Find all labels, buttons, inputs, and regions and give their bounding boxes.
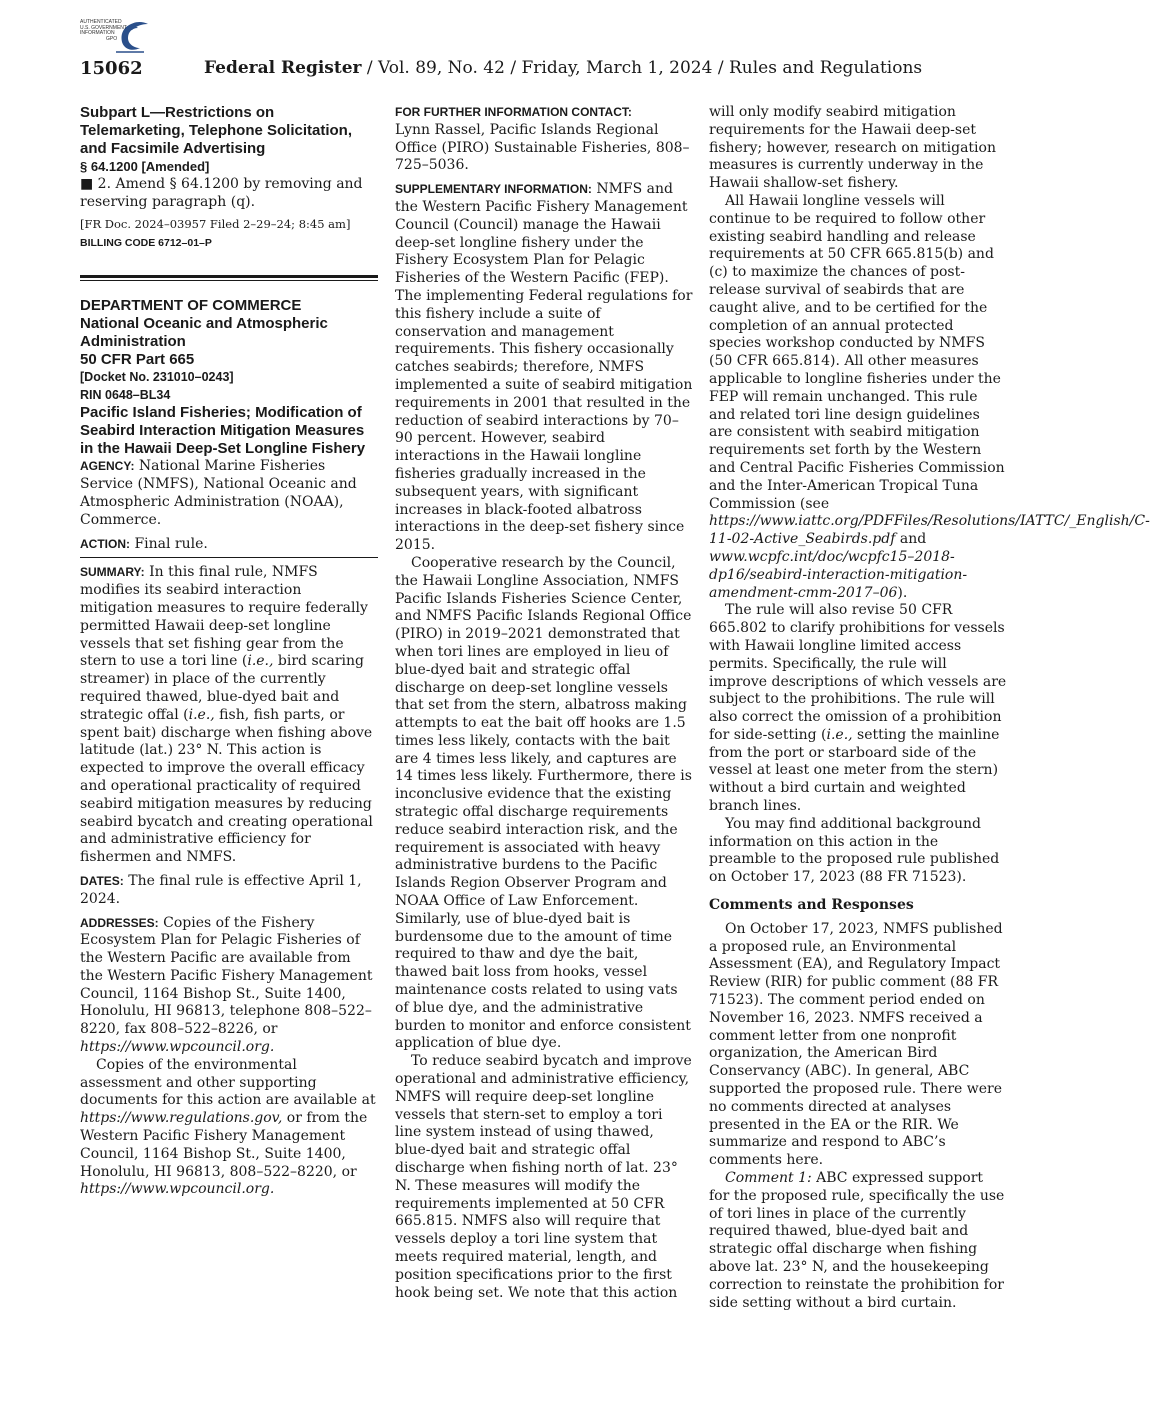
action-paragraph [80, 536, 378, 554]
body-paragraph-7: You may find additional background information on this action in the preamble to the proposed rule published on October 17, 2023 (88 FR 71523). [709, 815, 1000, 886]
divider-summary [80, 557, 378, 558]
column-3 [709, 104, 1150, 1312]
issue-info: / Vol. 89, No. 42 / Friday, March 1, 2024 / Rules and Regulations [361, 58, 923, 78]
body-paragraph-5 [709, 192, 1150, 602]
body-paragraph-6 [709, 602, 1007, 816]
agency-label: AGENCY: [80, 459, 135, 474]
action-text: Final rule. [130, 535, 208, 552]
subpart-heading: Subpart L—Restrictions on Telemarketing, Telephone Solicitation, and Facsimile Advertising [80, 104, 352, 157]
summary-label: SUMMARY: [80, 565, 145, 580]
wpcouncil-link-2[interactable]: https://www.wpcouncil.org. [80, 1181, 275, 1198]
billing-code: BILLING CODE 6712–01–P [80, 237, 212, 250]
body-text-5-and: and [895, 531, 927, 548]
body-paragraph-3: To reduce seabird bycatch and improve operational and administrative efficiency, NMFS will require deep-set longline vessels that stern-set to employ a tori line system instead of using thawed, blue-dyed bait and strategic offal discharge when fishing north of lat. 23° N. These measures will modify the requirements implemented at 50 CFR 665.815. NMFS also will require that vessels deploy a tori line system that meets required material, length, and position specifications prior to the first hook being set. We note that this action [395, 1053, 692, 1301]
regulations-gov-link[interactable]: https://www.regulations.gov, [80, 1110, 283, 1127]
comment-1-label: Comment 1: [725, 1170, 812, 1187]
contact-label: FOR FURTHER INFORMATION CONTACT: [395, 105, 632, 119]
body-paragraph-2: Cooperative research by the Council, the Hawaii Longline Association, NMFS Pacific Islands Fisheries Science Center, and NMFS Pacific Islands Regional Office (PIRO) in 2019–2021 demonstrated that when tori lines are employed in lieu of blue-dyed bait and strategic offal discharge on deep-set longline vessels that set from the stern, albatross making attempts to eat the bait off hooks are 1.5 times less likely, contacts with the bait are 4 times less likely, and captures are 14 times less likely. Furthermore, there is inconclusive evidence that the existing strategic offal discharge requirements reduce seabird interaction risk, and the requirement is associated with heavy administrative burdens to the Pacific Islands Region Observer Program and NOAA Office of Law Enforcement. Similarly, use of blue-dyed bait is burdensome due to the amount of time required to thaw and dye the bait, thawed bait loss from hooks, vessel maintenance costs related to using vats of blue dye, and the administrative burden to monitor and enforce consistent application of blue dye. [395, 554, 692, 1052]
body-text-5a: All Hawaii longline vessels will continue to be required to follow other existing seabird handling and release requirements at 50 CFR 665.815(b) and (c) to maximize the chances of post-release survival of seabirds that are caught alive, and to be certified for the completion of an annual protected species workshop conducted by NMFS (50 CFR 665.814). All other measures applicable to longline fisheries under the FEP will remain unchanged. This rule and related tori line design guidelines are consistent with seabird mitigation requirements set forth by the Western and Central Pacific Fisheries Commission and the Inter-American Tropical Tuna Commission (see [709, 192, 1005, 512]
addresses-text-a: Copies of the Fishery Ecosystem Plan for Pelagic Fisheries of the Western Pacific are available from the Western Pacific Fishery Management Council, 1164 Bishop St., Suite 1400, Honolulu, HI 96813, telephone 808–522–8220, fax 808–522–8226, or [80, 914, 373, 1038]
addresses-text-b: Copies of the environmental assessment and other supporting documents for this action are available at [80, 1056, 376, 1109]
comment-1-text: ABC expressed support for the proposed rule, specifically the use of tori lines in place of the currently required thawed, blue-dyed bait and strategic offal discharge when fishing above lat. 23° N, and the housekeeping correction to reinstate the prohibition for side setting without a bird curtain. [709, 1170, 1005, 1311]
page-number: 15062 [80, 58, 143, 79]
page-header [80, 58, 1010, 88]
department-name: DEPARTMENT OF COMMERCE [80, 297, 302, 315]
dates-label: DATES: [80, 873, 124, 888]
body-paragraph-4: will only modify seabird mitigation requirements for the Hawaii deep-set fishery; however, research on mitigation measures is currently underway in the Hawaii shallow-set fishery. [709, 104, 996, 192]
journal-name: Federal Register [204, 58, 362, 78]
comments-heading: Comments and Responses [709, 897, 914, 914]
cfr-part: 50 CFR Part 665 [80, 350, 195, 368]
agency-paragraph [80, 458, 378, 529]
addresses-paragraph [80, 915, 378, 1057]
wcpfc-link[interactable]: www.wcpfc.int/doc/wcpfc15–2018-dp16/seabird-interaction-mitigation-amendment-cmm-2017–06 [709, 548, 968, 601]
summary-text-a: In this final rule, NMFS modifies its seabird interaction mitigation measures to require federally permitted Hawaii deep-set longline vessels that set fishing gear from the stern to use a tori line ( [80, 564, 368, 670]
summary-text-c: fish, fish parts, or spent bait) discharge when fishing above latitude (lat.) 23° N. This action is expected to improve the overall efficacy and operational practicality of required seabird mitigation measures by reducing seabird bycatch and creating operational and administrative efficiency for fishermen and NMFS. [80, 706, 373, 866]
addresses-label: ADDRESSES: [80, 915, 159, 930]
supplementary-paragraph [395, 181, 693, 555]
rin-number: RIN 0648–BL34 [80, 387, 171, 402]
summary-text-b: bird scaring streamer) in place of the currently required thawed, blue-dyed bait and strategic offal ( [80, 653, 364, 723]
dates-paragraph [80, 873, 378, 909]
dates-text: The final rule is effective April 1, 2024. [80, 872, 362, 907]
logo-text-1: AUTHENTICATED [80, 19, 122, 25]
amendment-instruction: ■ 2. Amend § 64.1200 by removing and reserving paragraph (q). [80, 175, 363, 210]
column-1 [80, 104, 378, 1199]
column-2 [395, 104, 693, 1302]
section-heading: § 64.1200 [Amended] [80, 159, 210, 174]
supplementary-label: SUPPLEMENTARY INFORMATION: [395, 182, 592, 197]
iattc-link[interactable]: https://www.iattc.org/PDFFiles/Resolutions/IATTC/_English/C-11-02-Active_Seabirds.pdf [709, 513, 1150, 548]
agency-text: National Marine Fisheries Service (NMFS), National Oceanic and Atmospheric Administration (NOAA), Commerce. [80, 458, 357, 528]
body-paragraph-8: On October 17, 2023, NMFS published a proposed rule, an Environmental Assessment (EA), and Regulatory Impact Review (RIR) for public comment (88 FR 71523). The comment period ended on November 16, 2023. NMFS received a comment letter from one nonprofit organization, the American Bird Conservancy (ABC). In general, ABC supported the proposed rule. There were no comments directed at analyses presented in the EA or the RIR. We summarize and respond to ABC’s comments here. [709, 920, 1003, 1169]
agency-name: National Oceanic and Atmospheric Administration [80, 314, 328, 350]
addresses-text-c: or from the Western Pacific Fishery Management Council, 1164 Bishop St., Suite 1400, Honolulu, HI 96813, 808–522–8220, or [80, 1110, 368, 1180]
rule-title: Pacific Island Fisheries; Modification of Seabird Interaction Mitigation Measures in the Hawaii Deep-Set Longline Fishery [80, 404, 366, 458]
divider-thick [80, 275, 378, 278]
summary-ie-1: i.e., [247, 653, 274, 670]
logo-text-4: GPO [106, 35, 118, 42]
action-label: ACTION: [80, 536, 130, 551]
body-text-6-ie: i.e., [826, 726, 853, 743]
body-text-5-end: ). [897, 584, 908, 601]
body-text-6a: The rule will also revise 50 CFR 665.802 to clarify prohibitions for vessels with Hawaii longline limited access permits. Specifically, the rule will improve descriptions of which vessels are subject to the prohibitions. The rule will also correct the omission of a prohibition for side-setting ( [709, 602, 1007, 743]
wpcouncil-link[interactable]: https://www.wpcouncil.org. [80, 1039, 275, 1056]
fr-doc-line: [FR Doc. 2024–03957 Filed 2–29–24; 8:45 am] [80, 217, 351, 232]
summary-ie-2: i.e., [188, 706, 215, 723]
header-citation [204, 58, 922, 78]
divider-thin [80, 280, 378, 281]
supplementary-text: NMFS and the Western Pacific Fishery Management Council (Council) manage the Hawaii deep-set longline fishery under the Fishery Ecosystem Plan for Pelagic Fisheries of the Western Pacific (FEP). The implementing Federal regulations for this fishery include a suite of conservation and management requirements. This fishery occasionally catches seabirds; therefore, NMFS implemented a suite of seabird mitigation requirements in 2001 that resulted in the reduction of seabird interactions by 70–90 percent. However, seabird interactions in the Hawaii longline fisheries gradually increased in the subsequent years, with significant increases in black-footed albatross interactions in the deep-set fishery since 2015. [395, 181, 693, 554]
logo-text-2: U.S. GOVERNMENT [80, 24, 127, 31]
addresses-paragraph-2 [80, 1057, 378, 1199]
summary-paragraph [80, 564, 378, 867]
comment-1-paragraph [709, 1170, 1007, 1312]
docket-number: [Docket No. 231010–0243] [80, 369, 234, 384]
logo-text-3: INFORMATION [80, 30, 115, 36]
body-text-6b: setting the mainline from the port or starboard side of the vessel at least one meter from the stern) without a bird curtain and weighted branch lines. [709, 726, 1000, 815]
gpo-authenticated-logo [80, 18, 152, 58]
contact-text: Lynn Rassel, Pacific Islands Regional Office (PIRO) Sustainable Fisheries, 808–725–5036. [395, 121, 690, 174]
